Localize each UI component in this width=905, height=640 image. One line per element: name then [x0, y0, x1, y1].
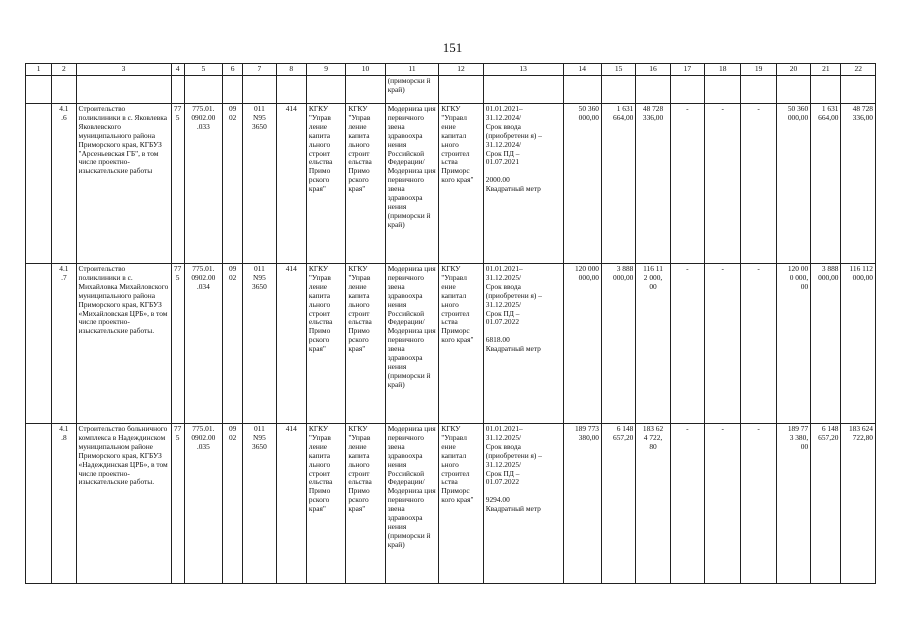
cell-amount-extra: - [741, 104, 776, 264]
cell-amount-other: - [705, 104, 741, 264]
cell-amount-local: - [670, 264, 704, 424]
cell [636, 76, 670, 104]
cell-row-number: 4.1 .8 [52, 424, 76, 584]
cell-customer: КГКУ "Управ ление капита льного строит ельства Примо рского края" [306, 104, 345, 264]
column-header: 6 [223, 64, 243, 76]
cell [184, 76, 222, 104]
cell-amount-extra: - [741, 424, 776, 584]
cell [26, 264, 52, 424]
cell-year-federal: 48 728 336,00 [841, 104, 876, 264]
cell-amount-federal: 48 728 336,00 [636, 104, 670, 264]
cell-amount-extra: - [741, 264, 776, 424]
column-header: 16 [636, 64, 670, 76]
header-row [26, 64, 876, 76]
cell-expense-type: 414 [276, 424, 306, 584]
cell-customer: КГКУ "Управ ление капита льного строит ельства Примо рского края" [306, 424, 345, 584]
cell-amount-other: - [705, 424, 741, 584]
cell-target-article: 011 N95 3650 [243, 424, 276, 584]
cell-executor: КГКУ "Управл ение капитал ьного строител ьства Приморс кого края" [439, 424, 483, 584]
cell-amount-total: 50 360 000,00 [563, 104, 601, 264]
cell-section: 09 02 [223, 424, 243, 584]
cell [306, 76, 345, 104]
cell-row-number: 4.1 .7 [52, 264, 76, 424]
column-header: 1 [26, 64, 52, 76]
cell [26, 76, 52, 104]
cell-row-number: 4.1 .6 [52, 104, 76, 264]
column-header: 22 [841, 64, 876, 76]
cell-amount-other: - [705, 264, 741, 424]
cell-program: (приморски й край) [385, 76, 439, 104]
cell-amount-total: 189 773 380,00 [563, 424, 601, 584]
cell [439, 76, 483, 104]
cell-object-name: Строительство поликлиники в с. Михайловка Михайловского муниципального района Приморского края, КГБУЗ «Михайловская ЦРБ», в том числе проектно-изыскательские работы. [76, 264, 171, 424]
cell-code: 77 5 [171, 104, 184, 264]
cell-developer: КГКУ "Управ ление капита льного строит ельства Примо рского края" [346, 424, 385, 584]
cell [563, 76, 601, 104]
cell [483, 76, 563, 104]
cell-year-regional: 3 888 000,00 [811, 264, 841, 424]
cell-year-federal: 116 112 000,00 [841, 264, 876, 424]
cell-year-regional: 6 148 657,20 [811, 424, 841, 584]
cell-executor: КГКУ "Управл ение капитал ьного строител ьства Приморс кого края" [439, 104, 483, 264]
cell-amount-federal: 116 11 2 000, 00 [636, 264, 670, 424]
cell-amount-local: - [670, 104, 704, 264]
column-header: 18 [705, 64, 741, 76]
column-header: 21 [811, 64, 841, 76]
cell-amount-regional: 1 631 664,00 [602, 104, 636, 264]
cell-program: Модерниза ция первичного звена здравоохра нения Российской Федерации/ Модерниза ция первичного звена здравоохра нения (приморски й край) [385, 424, 439, 584]
cell-year-regional: 1 631 664,00 [811, 104, 841, 264]
cell-code: 77 5 [171, 264, 184, 424]
cell [223, 76, 243, 104]
cell-program: Модерниза ция первичного звена здравоохра нения Российской Федерации/ Модерниза ция первичного звена здравоохра нения (приморски й край) [385, 264, 439, 424]
cell-section: 09 02 [223, 264, 243, 424]
cell-executor: КГКУ "Управл ение капитал ьного строител ьства Приморс кого края" [439, 264, 483, 424]
cell-customer: КГКУ "Управ ление капита льного строит ельства Примо рского края" [306, 264, 345, 424]
cell [841, 76, 876, 104]
column-header: 5 [184, 64, 222, 76]
cell-amount-regional: 3 888 000,00 [602, 264, 636, 424]
column-header: 20 [776, 64, 810, 76]
cell-developer: КГКУ "Управ ление капита льного строит ельства Примо рского края" [346, 104, 385, 264]
column-header: 2 [52, 64, 76, 76]
cell-developer: КГКУ "Управ ление капита льного строит ельства Примо рского края" [346, 264, 385, 424]
cell-amount-federal: 183 62 4 722, 80 [636, 424, 670, 584]
table-row [26, 264, 876, 424]
cell [52, 76, 76, 104]
cell-section: 09 02 [223, 104, 243, 264]
column-header: 8 [276, 64, 306, 76]
cell-expense-type: 414 [276, 104, 306, 264]
cell-year-total: 120 00 0 000, 00 [776, 264, 810, 424]
continuation-row [26, 76, 876, 104]
cell [76, 76, 171, 104]
column-header: 17 [670, 64, 704, 76]
budget-table [25, 63, 876, 584]
cell-year-total: 50 360 000,00 [776, 104, 810, 264]
cell [811, 76, 841, 104]
cell-object-name: Строительство поликлиники в с. Яковлевка Яковлевского муниципального района Приморского края, КГБУЗ "Арсеньевская ГБ", в том числе проектно-изыскательские работы [76, 104, 171, 264]
cell-year-total: 189 77 3 380, 00 [776, 424, 810, 584]
cell-amount-local: - [670, 424, 704, 584]
cell [171, 76, 184, 104]
column-header: 10 [346, 64, 385, 76]
cell-code-target: 775.01. 0902.00 .033 [184, 104, 222, 264]
cell [346, 76, 385, 104]
cell-target-article: 011 N95 3650 [243, 104, 276, 264]
column-header: 4 [171, 64, 184, 76]
cell-amount-total: 120 000 000,00 [563, 264, 601, 424]
cell-code-target: 775.01. 0902.00 .034 [184, 264, 222, 424]
cell [776, 76, 810, 104]
cell [26, 424, 52, 584]
cell-period: 01.01.2021– 31.12.2025/ Срок ввода (приобретени я) – 31.12.2025/ Срок ПД – 01.07.2022 6818.00 Квадратный метр [483, 264, 563, 424]
cell-program: Модерниза ция первичного звена здравоохра нения Российской Федерации/ Модерниза ция первичного звена здравоохра нения (приморски й край) [385, 104, 439, 264]
cell [26, 104, 52, 264]
cell [602, 76, 636, 104]
column-header: 14 [563, 64, 601, 76]
table-row [26, 424, 876, 584]
column-header: 9 [306, 64, 345, 76]
cell-period: 01.01.2021– 31.12.2025/ Срок ввода (приобретени я) – 31.12.2025/ Срок ПД – 01.07.2022 9294.00 Квадратный метр [483, 424, 563, 584]
column-header: 7 [243, 64, 276, 76]
cell [705, 76, 741, 104]
cell-period: 01.01.2021– 31.12.2024/ Срок ввода (приобретени я) – 31.12.2024/ Срок ПД – 01.07.2021 2000.00 Квадратный метр [483, 104, 563, 264]
table-row [26, 104, 876, 264]
cell [741, 76, 776, 104]
cell-year-federal: 183 624 722,80 [841, 424, 876, 584]
cell-target-article: 011 N95 3650 [243, 264, 276, 424]
cell [243, 76, 276, 104]
cell-code: 77 5 [171, 424, 184, 584]
cell [276, 76, 306, 104]
page-number: 151 [442, 40, 463, 55]
column-header: 12 [439, 64, 483, 76]
column-header: 11 [385, 64, 439, 76]
cell-object-name: Строительство больничного комплекса в Надеждинском муниципальном районе Приморского края, КГБУЗ «Надеждинская ЦРБ», в том числе проектно-изыскательские работы. [76, 424, 171, 584]
cell-expense-type: 414 [276, 264, 306, 424]
column-header: 3 [76, 64, 171, 76]
cell-code-target: 775.01. 0902.00 .035 [184, 424, 222, 584]
column-header: 13 [483, 64, 563, 76]
column-header: 15 [602, 64, 636, 76]
column-header: 19 [741, 64, 776, 76]
cell [670, 76, 704, 104]
cell-amount-regional: 6 148 657,20 [602, 424, 636, 584]
